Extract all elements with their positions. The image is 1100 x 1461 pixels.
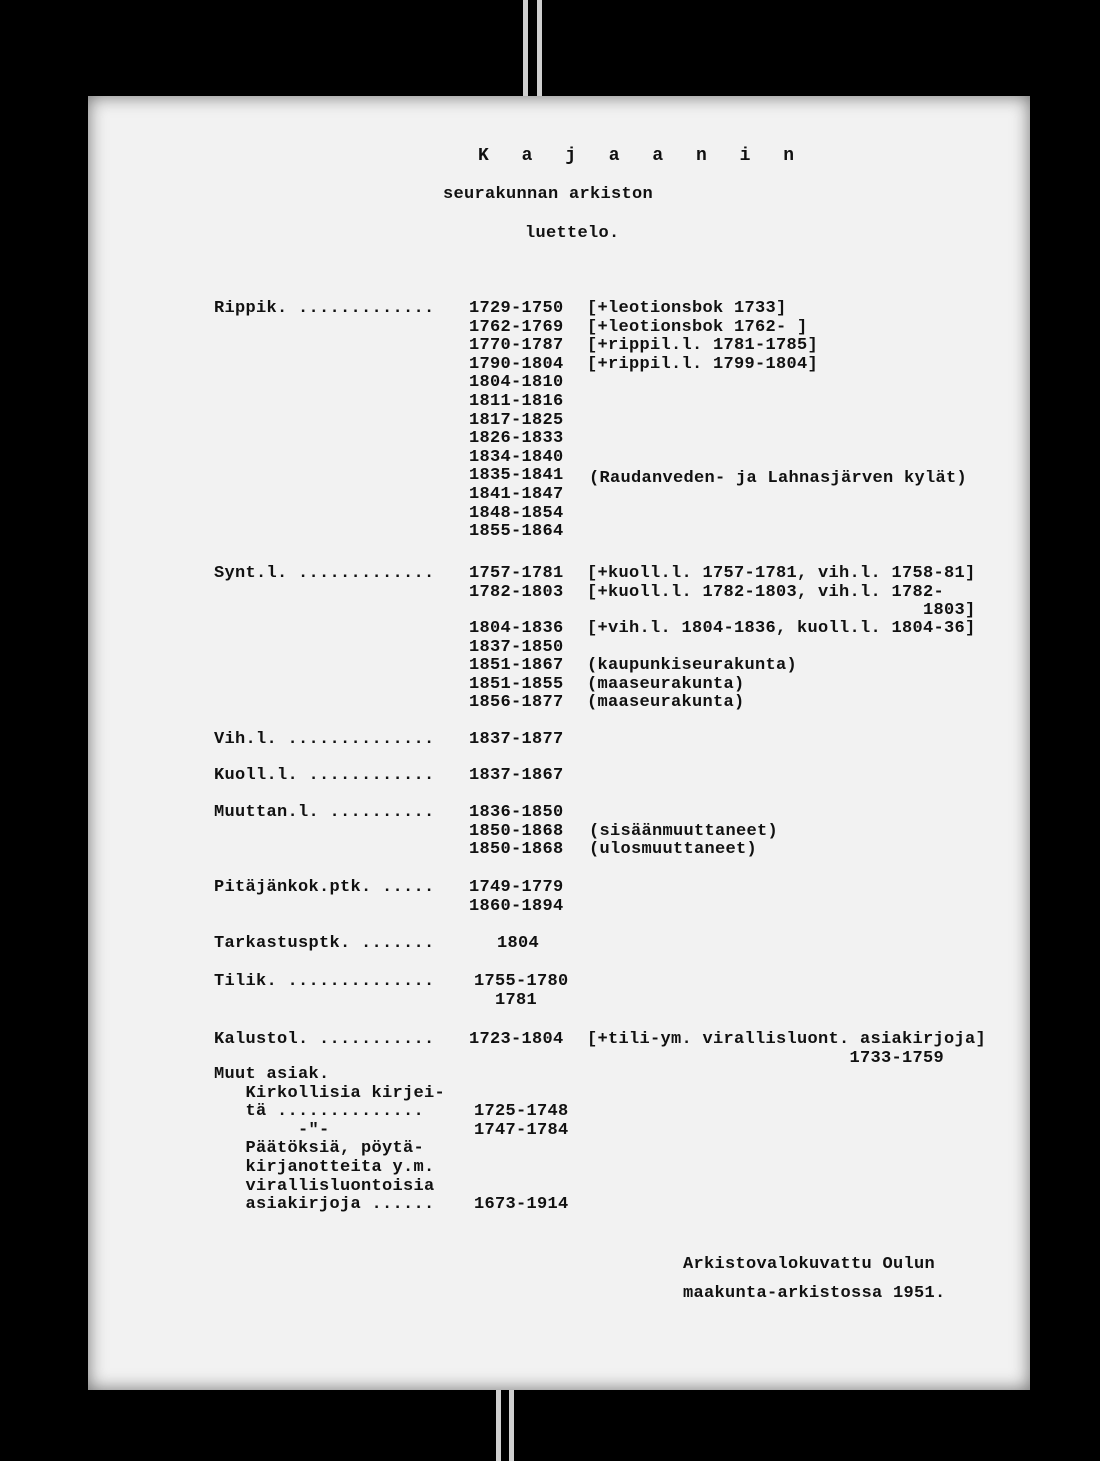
label-pitajankok: Pitäjänkok.ptk. .....	[214, 878, 435, 897]
years-tilik: 1755-1780 1781	[474, 972, 569, 1010]
film-edge-bar-bottom-left	[496, 1390, 501, 1461]
label-tilik: Tilik. ..............	[214, 972, 435, 991]
footer-line-2: maakunta-arkistossa 1951.	[683, 1284, 946, 1303]
notes-muuttan: (sisäänmuuttaneet) (ulosmuuttaneet)	[589, 821, 779, 860]
years-vih: 1837-1877	[469, 730, 564, 749]
footer-line-1: Arkistovalokuvattu Oulun	[683, 1255, 936, 1274]
years-kalustol: 1723-1804	[469, 1030, 564, 1049]
years-pitajankok: 1749-1779 1860-1894	[469, 878, 564, 916]
notes-rippik: [+leotionsbok 1733] [+leotionsbok 1762- ] [+rippil.l. 1781-1785] [+rippil.l. 1799-1804]	[587, 299, 819, 374]
document-title: K a j a a n i n	[478, 146, 806, 166]
label-kuoll: Kuoll.l. ............	[214, 766, 435, 785]
document-subtitle-2: luettelo.	[525, 224, 620, 243]
years-rippik: 1729-1750 1762-1769 1770-1787 1790-1804 1804-1810 1811-1816 1817-1825 1826-1833 1834-1840 1835-1841 1841-1847 1848-1854 1855-1864	[469, 299, 564, 542]
film-edge-bar-top-right	[537, 0, 542, 96]
notes-synt-b: [+vih.l. 1804-1836, kuoll.l. 1804-36] (kaupunkiseurakunta) (maaseurakunta) (maaseurakunta)	[587, 619, 976, 713]
note-rippik-villages: (Raudanveden- ja Lahnasjärven kylät)	[589, 469, 968, 488]
years-kuoll: 1837-1867	[469, 766, 564, 785]
years-muuttan: 1836-1850 1850-1868 1850-1868	[469, 803, 564, 860]
document-subtitle: seurakunnan arkiston	[443, 185, 654, 204]
years-muut-asiak: 1725-1748 1747-1784 1673-1914	[474, 1102, 569, 1215]
years-tarkastus: 1804	[497, 934, 540, 953]
label-vih: Vih.l. ..............	[214, 730, 435, 749]
notes-synt-a: [+kuoll.l. 1757-1781, vih.l. 1758-81] [+kuoll.l. 1782-1803, vih.l. 1782- 1803]	[587, 564, 976, 621]
film-edge-bar-bottom-right	[509, 1390, 514, 1461]
notes-kalustol: [+tili-ym. virallisluont. asiakirjoja] 1733-1759	[587, 1030, 987, 1068]
years-synt-a: 1757-1781 1782-1803	[469, 564, 564, 602]
years-synt-b: 1804-1836 1837-1850 1851-1867 1851-1855 1856-1877	[469, 619, 564, 713]
film-edge-bar-top-left	[523, 0, 528, 96]
label-synt: Synt.l. .............	[214, 564, 435, 583]
label-muut-asiak: Muut asiak. Kirkollisia kirjei- tä .............. -"- Päätöksiä, pöytä- kirjanotteita y.m. virallisluontoisia asiakirjoja ......	[214, 1065, 446, 1215]
label-kalustol: Kalustol. ...........	[214, 1030, 435, 1049]
label-muuttan: Muuttan.l. ..........	[214, 803, 435, 822]
label-tarkastus: Tarkastusptk. .......	[214, 934, 435, 953]
label-rippik: Rippik. .............	[214, 299, 435, 318]
